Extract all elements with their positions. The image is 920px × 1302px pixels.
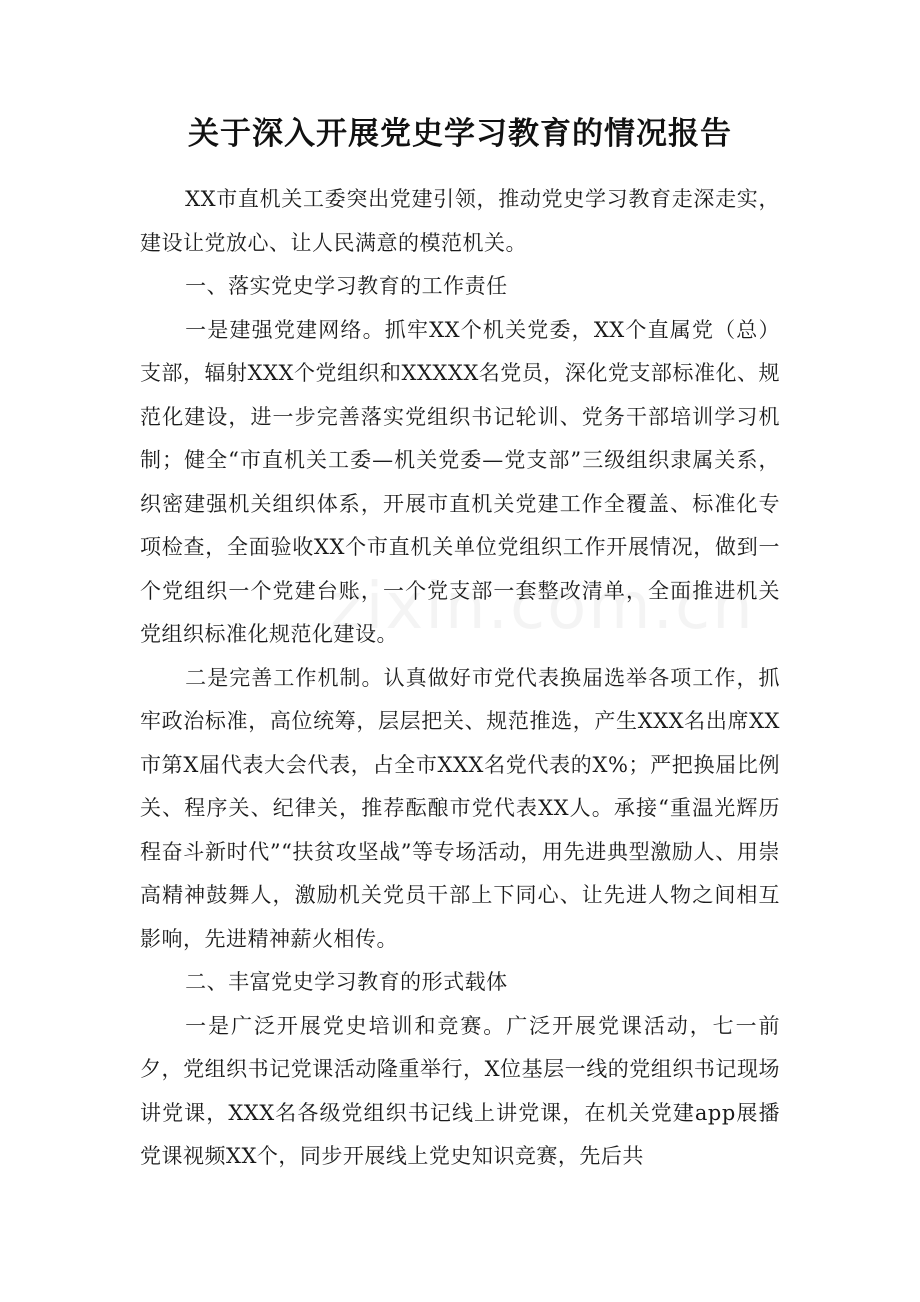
document-body — [140, 178, 780, 1179]
intro-paragraph: XX市直机关工委突出党建引领，推动党史学习教育走深走实，建设让党放心、让人民满意的模范机关。 — [140, 187, 780, 255]
body-paragraph: 二是完善工作机制。认真做好市党代表换届选举各项工作，抓牢政治标准，高位统筹，层层把关、规范推选，产生XXX名出席XX市第X届代表大会代表，占全市XXX名党代表的X%；严把换届比例关、程序关、纪律关，推荐酝酿市党代表XX人。承接“重温光辉历程奋斗新时代”“扶贫攻坚战”等专场活动，用先进典型激励人、用崇高精神鼓舞人，激励机关党员干部上下同心、让先进人物之间相互影响，先进精神薪火相传。 — [140, 665, 780, 951]
section-heading-1: 一、落实党史学习教育的工作责任 — [185, 274, 508, 298]
body-paragraph: 一是广泛开展党史培训和竞赛。广泛开展党课活动，七一前夕，党组织书记党课活动隆重举行，X位基层一线的党组织书记现场讲党课，XXX名各级党组织书记线上讲党课，在机关党建app展播党课视频XX个，同步开展线上党史知识竞赛，先后共 — [140, 1013, 780, 1168]
document-title: 关于深入开展党史学习教育的情况报告 — [188, 116, 732, 152]
section-heading-2: 二、丰富党史学习教育的形式载体 — [185, 970, 508, 994]
body-paragraph: 一是建强党建网络。抓牢XX个机关党委，XX个直属党（总）支部，辐射XXX个党组织和XXXXX名党员，深化党支部标准化、规范化建设，进一步完善落实党组织书记轮训、党务干部培训学习机制；健全“市直机关工委—机关党委—党支部”三级组织隶属关系，织密建强机关组织体系，开展市直机关党建工作全覆盖、标准化专项检查，全面验收XX个市直机关单位党组织工作开展情况，做到一个党组织一个党建台账，一个党支部一套整改清单，全面推进机关党组织标准化规范化建设。 — [140, 317, 780, 646]
